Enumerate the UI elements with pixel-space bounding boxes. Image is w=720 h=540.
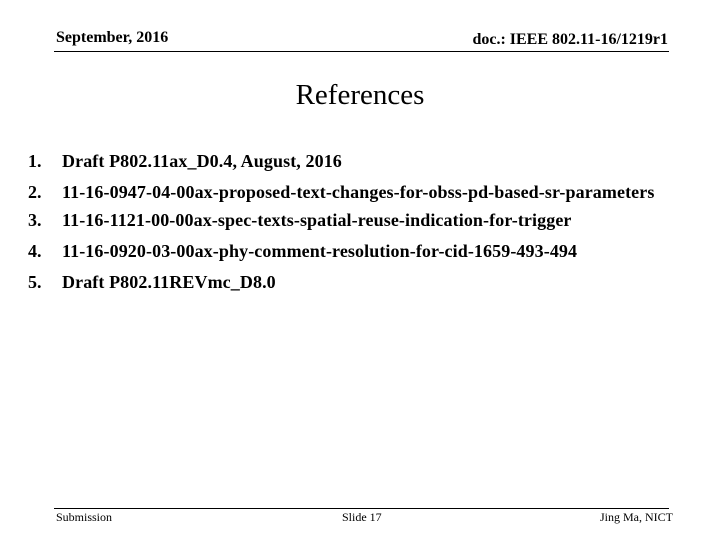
reference-number: 5. bbox=[28, 272, 42, 292]
reference-item bbox=[28, 240, 688, 262]
reference-text: Draft P802.11ax_D0.4, August, 2016 bbox=[62, 151, 342, 171]
reference-text: 11-16-1121-00-00ax-spec-texts-spatial-reuse-indication-for-trigger bbox=[62, 210, 572, 230]
reference-text: 11-16-0947-04-00ax-proposed-text-changes-for-obss-pd-based-sr-parameters bbox=[62, 182, 655, 202]
footer-divider bbox=[54, 508, 669, 509]
footer-submission: Submission bbox=[56, 510, 113, 524]
reference-number: 2. bbox=[28, 182, 42, 202]
footer-slide-number: Slide 17 bbox=[342, 510, 382, 524]
reference-text: 11-16-0920-03-00ax-phy-comment-resolution-for-cid-1659-493-494 bbox=[62, 241, 578, 261]
header-date: September, 2016 bbox=[56, 29, 169, 46]
reference-text: Draft P802.11REVmc_D8.0 bbox=[62, 272, 276, 292]
reference-number: 1. bbox=[28, 151, 42, 171]
header-doc-id: doc.: IEEE 802.11-16/1219r1 bbox=[472, 31, 668, 48]
reference-item bbox=[28, 209, 688, 231]
slide-title: References bbox=[295, 79, 425, 111]
reference-number: 4. bbox=[28, 241, 42, 261]
header-divider bbox=[54, 51, 669, 52]
reference-item bbox=[28, 150, 688, 172]
reference-list bbox=[28, 150, 688, 302]
footer-author: Jing Ma, NICT bbox=[600, 510, 673, 524]
reference-item bbox=[28, 271, 688, 293]
reference-number: 3. bbox=[28, 210, 42, 230]
reference-item bbox=[28, 181, 688, 203]
